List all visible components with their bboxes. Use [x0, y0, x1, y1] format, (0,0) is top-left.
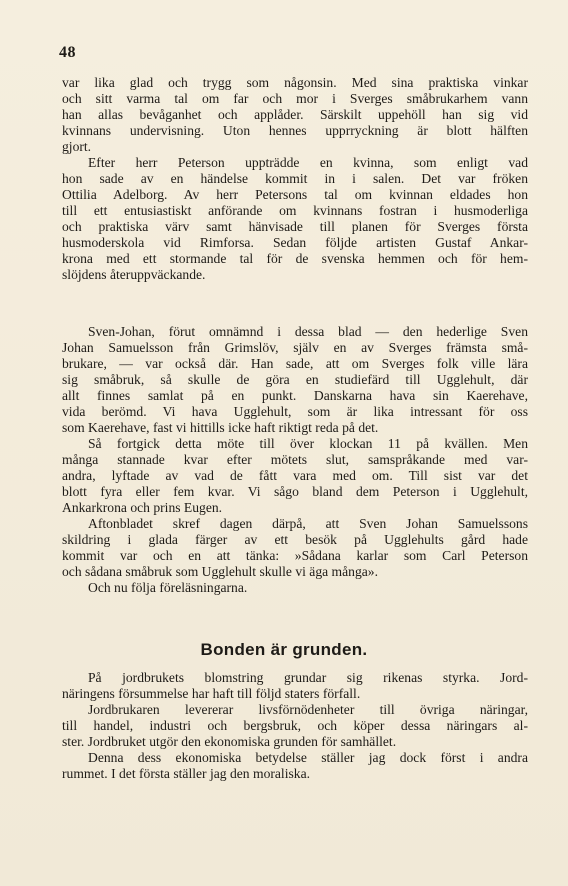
text-line: Jordbrukaren levererar livsförnödenheter till övriga näringar, [88, 702, 528, 717]
text-line: många stannade kvar efter mötets slut, samspråkande med var- [62, 452, 528, 467]
text-line: Aftonbladet skref dagen därpå, att Sven Johan Samuelssons [88, 516, 528, 531]
text-line: rummet. I det första ställer jag den moraliska. [62, 766, 311, 781]
body-text-section-1-continued [62, 324, 528, 596]
text-line: vida berömd. Vi hava Ugglehult, som är lika intressant för oss [62, 404, 528, 419]
text-line: och sådana småbruk som Ugglehult skulle vi äga många». [62, 564, 378, 579]
text-line: skildring i glada färger av ett besök på Ugglehults gård hade [62, 532, 528, 547]
text-line: sig småbruk, så skulle de göra en studiefärd till Ugglehult, där [62, 372, 528, 387]
text-line: ster. Jordbruket utgör den ekonomiska grunden för samhället. [62, 734, 397, 749]
body-text-section-1 [62, 75, 528, 283]
text-line: Johan Samuelsson från Grimslöv, själv en av Sverges främsta små- [62, 340, 528, 355]
section-heading: Bonden är grunden. [200, 640, 368, 659]
text-line: hon sade av en händelse kommit in i salen. Det var fröken [62, 171, 528, 186]
text-line: krona med ett stormande tal för de svenska hemmen och för hem- [62, 251, 528, 266]
text-line: brukare, — var också där. Han sade, att om Sverges folk ville lära [62, 356, 528, 371]
text-line: till ett entusiastiskt anförande om kvinnans fostran i husmoderliga [62, 203, 528, 218]
text-line: kvinnans undervisning. Uton hennes upprryckning är blott hälften [62, 123, 528, 138]
text-line: gjort. [62, 139, 92, 154]
text-line: och sitt varma tal om far och mor i Sverges småbrukarhem vann [62, 91, 528, 106]
text-line: andra, lyftade av vad de fått vara med om. Till sist var det [62, 468, 528, 483]
text-line: husmoderskola vid Rimforsa. Sedan följde artisten Gustaf Ankar- [62, 235, 528, 250]
text-line: han allas bevåganhet och applåder. Särskilt uppehöll han sig vid [62, 107, 528, 122]
text-line: var lika glad och trygg som någonsin. Med sina praktiska vinkar [62, 75, 528, 90]
text-line: Ankarkrona och prins Eugen. [62, 500, 223, 515]
text-line: Denna dess ekonomiska betydelse ställer jag dock först i andra [88, 750, 528, 765]
text-line: allt finnes samlat på en punkt. Danskarna hava sin Kaerehave, [62, 388, 528, 403]
page-number: 48 [59, 44, 76, 61]
text-line: Så fortgick detta möte till över klockan 11 på kvällen. Men [88, 436, 528, 451]
text-line: slöjdens återuppväckande. [62, 267, 206, 282]
text-line: näringens försummelse har haft till följd staters förfall. [62, 686, 361, 701]
text-line: På jordbrukets blomstring grundar sig rikenas styrka. Jord- [88, 670, 528, 685]
text-line: blott fyra eller fem kvar. Vi sågo bland dem Peterson i Ugglehult, [62, 484, 528, 499]
text-line: som Kaerehave, fast vi hittills icke haft riktigt reda på det. [62, 420, 379, 435]
text-line: och praktiska värv samt hänvisade till planen för Sverges första [62, 219, 528, 234]
text-line: Sven-Johan, förut omnämnd i dessa blad — den hederlige Sven [88, 324, 528, 339]
text-line: Ottilia Adelborg. Av herr Petersons tal om kvinnan eldades hon [62, 187, 528, 202]
text-line: Och nu följa föreläsningarna. [88, 580, 248, 595]
text-line: Efter herr Peterson uppträdde en kvinna, som enligt vad [88, 155, 528, 170]
text-line: till handel, industri och bergsbruk, och köper dessa näringars al- [62, 718, 528, 733]
body-text-section-2 [62, 670, 528, 782]
text-line: kommit var och en att tänka: »Sådana karlar som Carl Peterson [62, 548, 528, 563]
